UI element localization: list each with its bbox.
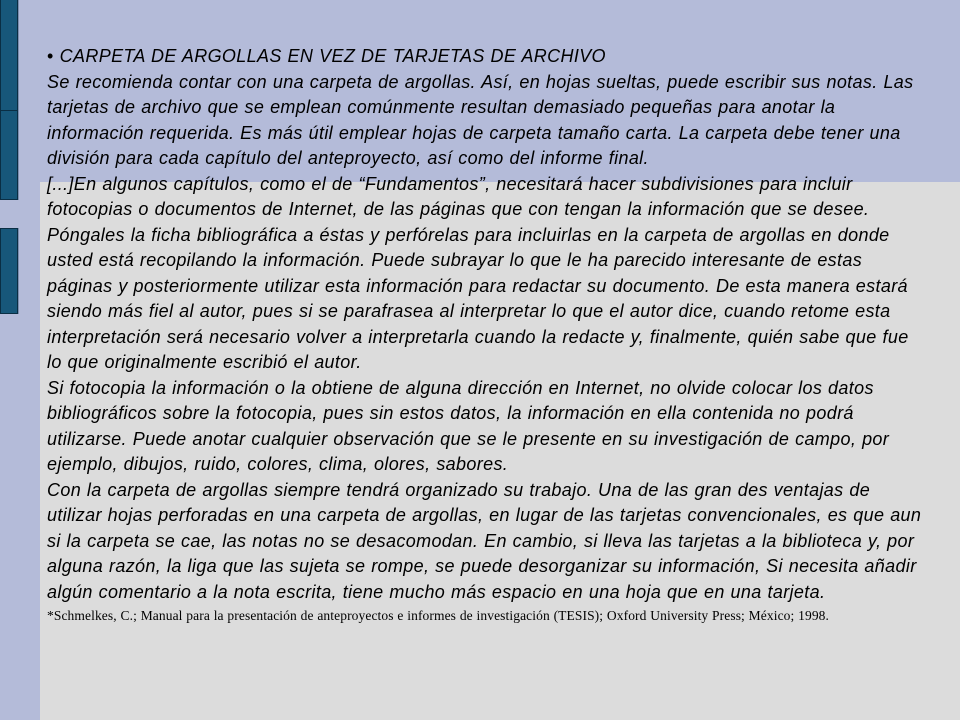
binder-tab-decoration	[0, 0, 18, 117]
bullet-icon: •	[47, 46, 54, 66]
binder-tab-decoration	[0, 228, 18, 314]
footnote-citation: *Schmelkes, C.; Manual para la presentación de anteproyectos e informes de investigación (TESIS); Oxford University Press; México; 1998.	[47, 608, 830, 623]
heading-text: CARPETA DE ARGOLLAS EN VEZ DE TARJETAS DE ARCHIVO	[59, 46, 606, 66]
slide-text-block	[47, 44, 927, 627]
paragraph-subdivisions: [...]En algunos capítulos, como el de “Fundamentos”, necesitará hacer subdivisiones para incluir fotocopias o documentos de Internet, de las páginas que con tengan la información que se desee. Póngales la ficha bibliográfica a éstas y perfórelas para incluirlas en la carpeta de argollas en donde usted está recopilando la información. Puede subrayar lo que le ha parecido interesante de estas páginas y posteriormente utilizar esta información para redactar su documento. De esta manera estará siendo más fiel al autor, pues si se parafrasea al interpretar lo que el autor dice, cuando retome esta interpretación será necesario volver a interpretarla cuando la redacte y, finalmente, quién sabe que fue lo que originalmente escribió el autor.	[47, 173, 909, 372]
binder-tab-decoration	[0, 110, 18, 200]
paragraph-intro: Se recomienda contar con una carpeta de argollas. Así, en hojas sueltas, puede escribir sus notas. Las tarjetas de archivo que se emplean comúnmente resultan demasiado pequeñas para anotar la información requerida. Es más útil emplear hojas de carpeta tamaño carta. La carpeta debe tener una división para cada capítulo del anteproyecto, así como del informe final.	[47, 71, 914, 168]
slide-heading	[47, 44, 927, 70]
paragraph-advantages: Con la carpeta de argollas siempre tendrá organizado su trabajo. Una de las gran des ventajas de utilizar hojas perforadas en una carpeta de argollas, en lugar de las tarjetas convencionales, es que aun si la carpeta se cae, las notas no se desacomodan. En cambio, si lleva las tarjetas a la biblioteca y, por alguna razón, la liga que las sujeta se rompe, se puede desorganizar su información, Si necesita añadir algún comentario a la nota escrita, tiene mucho más espacio en una hoja que en una tarjeta.	[47, 479, 922, 602]
paragraph-photocopies: Si fotocopia la información o la obtiene de alguna dirección en Internet, no olvide colocar los datos bibliográficos sobre la fotocopia, pues sin estos datos, la información en ella contenida no podrá utilizarse. Puede anotar cualquier observación que se le presente en su investigación de campo, por ejemplo, dibujos, ruido, colores, clima, olores, sabores.	[47, 377, 890, 474]
